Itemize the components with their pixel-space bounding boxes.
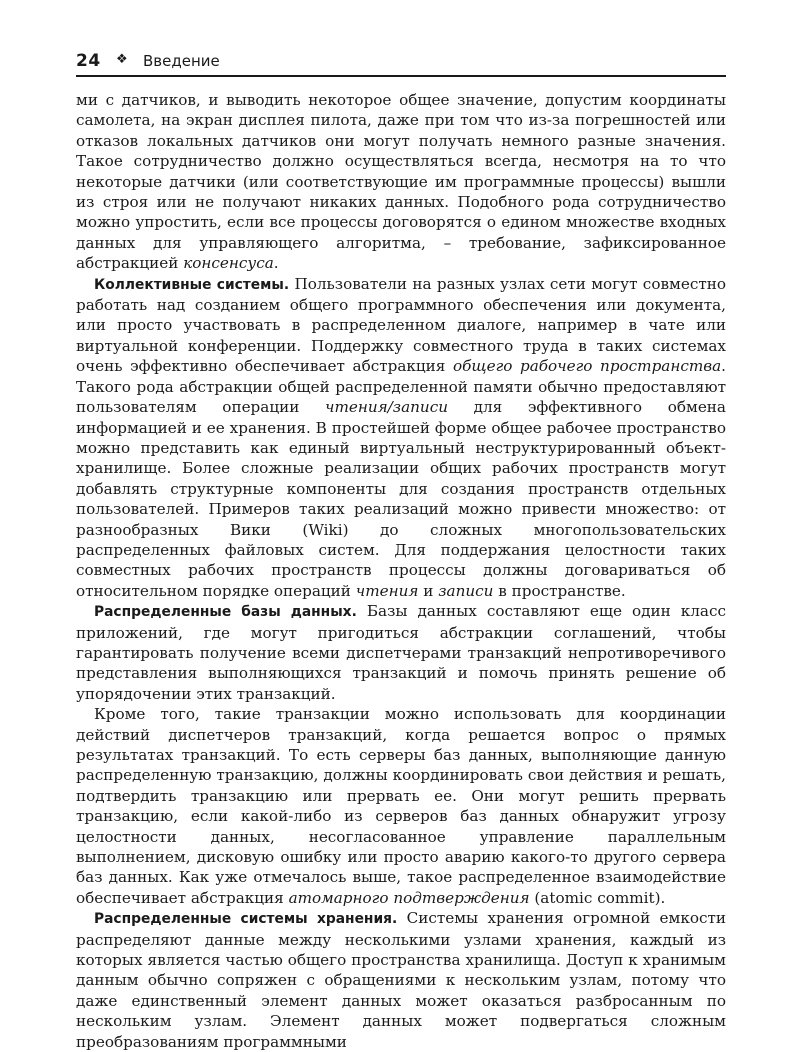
term-read-write: чтения/записи — [325, 398, 448, 417]
text-run: в пространстве. — [493, 581, 626, 600]
text-run: Базы данных составляют еще один класс приложений, где могут пригодиться абстракции соглашений, чтобы гарантировать получение всеми диспетчерами транзакций непротиворечивого представления выполняющихся транзакций и помочь принять решение об упорядочении этих транзакций. — [76, 602, 726, 703]
text-run: ми с датчиков, и выводить некоторое общее значение, допустим координаты самолета, на экран дисплея пилота, даже при том что из-за погрешностей или отказов локальных датчиков они могут получать немного разные значения. Такое сотрудничество должно осуществляться всегда, несмотря на то что некоторые датчики (или соответствующие им программные процессы) вышли из строя или не получают никаких данных. Подобного рода сотрудничество можно упростить, если все процессы договорятся о едином множестве входных данных для управляющего алгоритма, – требование, зафиксированное абстракцией — [76, 91, 726, 273]
run-in-heading: Коллективные системы. — [94, 276, 290, 293]
text-run: Кроме того, такие транзакции можно использовать для координации действий диспетчеров транзакций, когда решается вопрос о прямых результатах транзакций. То есть серверы баз данных, выполняющие данную распределенную транзакцию, должны координировать свои действия и решать, подтвердить транзакцию или прервать ее. Они могут решить прервать транзакцию, если какой-либо из серверов баз данных обнаружит угрозу целостности данных, несогласованное управление параллельным выполнением, дисковую ошибку или просто аварию какого-то другого сервера баз данных. Как уже отмечалось выше, такое распределенное взаимодействие обеспечивает абстракция — [76, 705, 726, 907]
paragraph — [76, 274, 726, 602]
term-atomic-commit: атомарного подтверждения — [288, 888, 530, 907]
running-header — [76, 50, 726, 76]
section-title: Введение — [143, 52, 220, 70]
text-run: Системы хранения огромной емкости распределяют данные между несколькими узлами хранения, каждый из которых является частью общего пространства хранилища. Доступ к хранимым данным обычно сопряжен с обращениями к нескольким узлам, потому что даже единственный элемент данных может оказаться разбросанным по нескольким узлам. Элемент данных может подвергаться сложным преобразованиям программными — [76, 909, 727, 1051]
text-run: . Такого рода абстракции общей распределенной памяти обычно предоставляют пользователям операции — [76, 357, 726, 417]
text-run: (atomic commit). — [529, 888, 666, 907]
paragraph — [76, 90, 726, 274]
run-in-heading: Распределенные системы хранения. — [94, 911, 398, 928]
run-in-heading: Распределенные базы данных. — [94, 604, 357, 621]
paragraph — [76, 601, 726, 704]
paragraph — [76, 908, 726, 1052]
text-run: и — [418, 581, 439, 600]
term-consensus: консенсуса — [183, 254, 274, 273]
text-run: . — [273, 254, 279, 273]
paragraph — [76, 704, 726, 908]
text-run: для эффективного обмена информацией и ее хранения. В простейшей форме общее рабочее пространство можно представить как единый виртуальный неструктурированный объект-хранилище. Более сложные реализации общих рабочих пространств могут добавлять структурные компоненты для создания пространств отдельных пользователей. Примеров таких реализаций можно привести множество: от разнообразных Вики (Wiki) до сложных многопользовательских распределенных файловых систем. Для поддержания целостности таких совместных рабочих пространств процессы должны договариваться об относительном порядке операций — [76, 398, 726, 600]
term-shared-workspace: общего рабочего пространства — [452, 357, 722, 376]
body-text — [76, 90, 726, 1052]
text-run: Пользователи на разных узлах сети могут совместно работать над созданием общего программного обеспечения или документа, или просто участвовать в распределенном диалоге, например в чате или виртуальной конференции. Поддержку совместного труда в таких системах очень эффективно обеспечивает абстракция — [76, 274, 726, 376]
header-divider — [76, 75, 726, 77]
term-write: записи — [438, 581, 494, 600]
ornament-icon: ❖ — [116, 52, 128, 67]
term-read: чтения — [355, 581, 419, 600]
page-number: 24 — [76, 51, 101, 71]
